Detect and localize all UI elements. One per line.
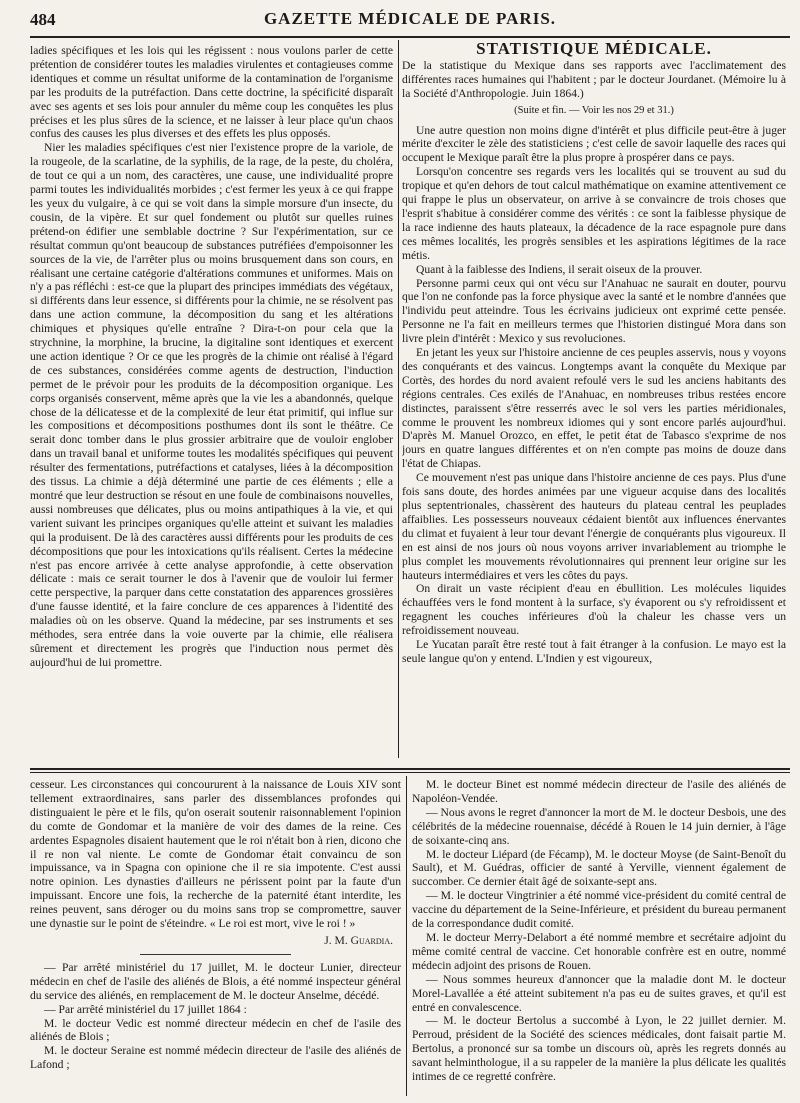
news-item: — M. le docteur Bertolus a succombé à Lyon, le 22 juillet dernier. M. Perroud, président de la Société des sciences médicales, dont faisait partie M. Bertolus, a prononcé sur sa tombe un discours où, après les regrets donnés au savant helminthologue, il a su rappeler de la manière la plus délicate les qualités intimes de ce regretté confrère. <box>412 1014 786 1084</box>
feuilleton-paragraph: cesseur. Les circonstances qui concoururent à la naissance de Louis XIV sont tellement extraordinaires, sans parler des dissemblances profondes qui distinguaient le père et le fils, qu'on oserait soutenir raisonnablement l'opinion du comte de Gondomar et la manière de voir des dames de la reine. Ces ardentes Espagnoles disaient hautement que le roi n'était bon à rien, dicono che il re non val niente. Le comte de Gondomar était convaincu de son impuissance, va in Spagna con opinione che il re sia impotente. C'est aussi notre opinion. Les dynasties d'ailleurs ne périssent point par la faute d'un impuissant. Encore une fois, la recherche de la paternité étant interdite, les reines peuvent, sans déroger ou du moins sans trop se compromettre, sauver une dynastie sur le point de s'éteindre. « Le roi est mort, vive le roi ! » <box>30 778 401 931</box>
bottom-right-column <box>412 778 786 1096</box>
right-paragraph: Une autre question non moins digne d'intérêt et plus difficile peut-être à juger mérite d'exciter le zèle des statisticiens ; c'est celle de savoir laquelle des races qui occupent le Mexique paraît être la plus propre à prospérer dans ce pays. <box>402 123 786 165</box>
newspaper-title: GAZETTE MÉDICALE DE PARIS. <box>263 9 557 28</box>
left-paragraph: Nier les maladies spécifiques c'est nier l'existence propre de la variole, de la rougeole, de la scarlatine, de la syphilis, de la rage, de la peste, du choléra, de tout ce qui a un nom, des caractères, une cause, une individualité propre parmi toutes les individualités morbides ; c'est fermer les yeux à ce qui frappe les yeux du vulgaire, à ce qui se voit dans la simple morsure d'un insecte, du cousin, de la vipère. Et sur quel fondement ou plutôt sur quelles ruines prétend-on édifier une semblable doctrine ? Sur l'expérimentation, sur ce résultat commun qu'ont beaucoup de substances putréfiées d'empoisonner les sources de la vie, de l'arrêter plus ou moins brusquement dans son cours, en réalisant une certaine catégorie d'altérations communes et uniformes. Mais on n'y a pas réfléchi : est-ce que la plupart des principes immédiats des végétaux, si différents dans leur essence, si différents pour la chimie, ne se résolvent pas dans une action commune, la décomposition du sang et les altérations chimiques et physiques qu'elle entraîne ? Dira-t-on pour cela que la strychnine, la morphine, la brucine, la digitaline sont identiques et exercent une action identique ? Or ce que les progrès de la chimie ont réalisé à l'égard de ces substances, considérées comme agents de destruction, l'induction permet de le prévoir pour les produits de la décomposition organique. Les corps organisés conservent, même après que la vie les a abandonnés, quelque chose de la délicatesse et de la complexité de leur état primitif, qui influe sur les compositions et décompositions posthumes dont ils sont le théâtre. Ce serait donc tomber dans le plus grossier arbitraire que de vouloir englober dans un travail banal et uniforme toutes les modalités spécifiques qui peuvent résulter des fermentations, putréfactions et catalyses, liées à la décomposition des tissus. La chimie a déjà déterminé une partie de ces éléments ; elle a montré que leur destruction se résout en une foule de combinaisons nouvelles, aussi nombreuses que délicates, plus ou moins antipathiques à la vie, et qui varient suivant les principes organiques qu'elle atteint et suivant les maladies qui la produisent. De là des caractères aussi différents pour les produits de ces décompositions que pour les intoxications qu'ils réalisent. Certes la médecine n'est pas encore arrivée à cette analyse approfondie, à cette observation délicate : mais ce serait tourner le dos à l'avenir que de vouloir lui fermer cette perspective, la parquer dans cette constatation des apparences grossières d'une fausse identité, et la faire conclure de ces apparences à l'identité des maladies où on les observe. Quand la médecine, par ses instruments et ses méthodes, sera entrée dans la voie ouverte par la chimie, elle réalisera sûrement et directement les progrès que l'induction nous permet dès aujourd'hui de lui promettre. <box>30 141 393 669</box>
feuilleton-rule-top <box>30 768 790 770</box>
left-paragraph: ladies spécifiques et les lois qui les régissent : nous voulons parler de cette prétention de considérer toutes les maladies virulentes et contagieuses comme identiques et comme un résultat uniforme de la contamination de l'organisme par les produits de la putréfaction. Dans cette doctrine, la spécificité disparaît avec ses agents et ses lois pour annuler du même coup les conquêtes les plus précises et les plus sûres de la science, et ne laisser à leur place qu'un chaos confus des causes les plus diverses et des effets les plus opposés. <box>30 44 393 141</box>
news-item: M. le docteur Merry-Delabort a été nommé membre et secrétaire adjoint du même comité central de vaccine. Cet honorable confrère est en outre, nommé médecin adjoint des prisons de Rouen. <box>412 930 786 972</box>
section-title: STATISTIQUE MÉDICALE. <box>476 40 712 58</box>
news-item: — Nous avons le regret d'annoncer la mort de M. le docteur Desbois, une des célébrités de la médecine rouennaise, décédé à Rouen le 14 juin dernier, à l'âge de soixante-cinq ans. <box>412 805 786 847</box>
news-item: — Par arrêté ministériel du 17 juillet 1864 : <box>44 1002 247 1016</box>
page-header <box>30 6 790 32</box>
news-separator <box>140 954 291 955</box>
news-item: M. le docteur Binet est nommé médecin directeur de l'asile des aliénés de Napoléon-Vendée. <box>412 778 786 805</box>
news-item: M. le docteur Liépard (de Fécamp), M. le docteur Moyse (de Saint-Benoît du Sault), et M. Guédras, officier de santé à Yerville, viennent également de succomber. Ce dernier était âgé de soixante-sept ans. <box>412 847 786 889</box>
right-paragraph: En jetant les yeux sur l'histoire ancienne de ces peuples asservis, nous y voyons des conquérants et des vaincus. Longtemps avant la conquête du Mexique par Cortès, des hordes du nord avaient refoulé vers le sud les anciens habitants des régions centrales. Ces exilés de l'Anahuac, en nombreuses tribus restées encore distinctes, paraissent s'être resserrés avec le sol vers les parties méridionales, comme le prouvent les nombreux idiomes qui y sont encore parlés aujourd'hui. D'après M. Manuel Orozco, en effet, le petit état de Tabasco s'exprime de nos jours en quatre langues différentes et on n'en compte pas moins de douze dans l'état de Chiapas. <box>402 346 786 471</box>
news-item: M. le docteur Vedic est nommé directeur médecin en chef de l'asile des aliénés de Blois ; <box>30 1016 401 1044</box>
continuation-note: (Suite et fin. — Voir les nos 29 et 31.) <box>514 104 674 116</box>
right-paragraph: On dirait un vaste récipient d'eau en ébullition. Les molécules liquides échauffées vers le fond montent à la surface, s'y évaporent ou s'y refroidissent et regagnent les couches inférieures d'où la chaleur les chasse vers un refroidissement nouveau. <box>402 582 786 638</box>
feuilleton-rule-bottom <box>30 772 790 773</box>
bottom-left-column <box>30 778 401 1096</box>
bottom-column-divider <box>406 776 407 1096</box>
right-paragraph: Le Yucatan paraît être resté tout à fait étranger à la confusion. Le mayo est la seule langue qu'on y entend. L'Indien y est vigoureux, <box>402 638 786 665</box>
right-paragraph: Ce mouvement n'est pas unique dans l'histoire ancienne de ces pays. Plus d'une fois sans doute, des hordes animées par une vigueur acquise dans des localités plus septentrionales, chassèrent des hauteurs du plateau central les peuplades affaiblies. Les possesseurs nouveaux cédaient bientôt aux influences énervantes du climat et fuyaient à leur tour devant l'énergie de conquérants plus vigoureux. Il en est ainsi de nos jours où nous voyons arriver invariablement au triomphe le plus complet les mouvements révolutionnaires qui prennent leur origine sur les hauteurs intermédiaires et vers les côtes du pays. <box>402 471 786 582</box>
page-number: 484 <box>30 10 56 29</box>
right-paragraph: Quant à la faiblesse des Indiens, il serait oiseux de la prouver. <box>416 262 703 276</box>
header-rule <box>30 36 790 38</box>
news-item: M. le docteur Seraine est nommé médecin directeur de l'asile des aliénés de Lafond ; <box>30 1044 401 1072</box>
signature: J. M. Guardia. <box>324 933 393 947</box>
news-item: — M. le docteur Vingtrinier a été nommé vice-président du comité central de vaccine du département de la Seine-Inférieure, et président du bureau permanent de la correspondance dudit comité. <box>412 889 786 931</box>
column-divider <box>398 40 399 758</box>
right-column <box>402 40 786 760</box>
right-paragraph: Personne parmi ceux qui ont vécu sur l'Anahuac ne saurait en douter, pourvu que l'on ne confonde pas la force physique avec la santé et le nombre d'années que l'individu peut atteindre. Tous les écrivains judicieux ont exprimé cette pensée. Personne ne l'a fait en meilleurs termes que l'historien distingué Mora dans son livre plein d'intérêt : Mexico y sus revoluciones. <box>402 276 786 346</box>
article-heading: De la statistique du Mexique dans ses rapports avec l'acclimatement des différentes races humaines qui l'habitent ; par le docteur Jourdanet. (Mémoire lu à la Société d'Anthropologie. Juin 1864.) <box>402 58 786 100</box>
right-paragraph: Lorsqu'on concentre ses regards vers les localités qui se trouvent au sud du tropique et qu'en dehors de tout calcul mathématique on examine attentivement ce qui frappe le plus un observateur, on arrive à se convaincre de trois choses que l'esprit s'habitue à considérer comme des vérités : ce sont la faiblesse physique de la race indienne des hauts plateaux, la décadence de la race espagnole pure dans ces mêmes localités, les progrès sensibles et les aspirations légitimes de la race métis. <box>402 165 786 262</box>
news-item: — Nous sommes heureux d'annoncer que la maladie dont M. le docteur Morel-Lavallée a été atteint subitement n'a pas eu de suites graves, et qu'il est entré en convalescence. <box>412 972 786 1014</box>
left-column <box>30 44 393 756</box>
news-item: — Par arrêté ministériel du 17 juillet, M. le docteur Lunier, directeur médecin en chef de l'asile des aliénés de Blois, a été nommé inspecteur général du service des aliénés, en remplacement de M. le docteur Anselme, décédé. <box>30 960 401 1002</box>
